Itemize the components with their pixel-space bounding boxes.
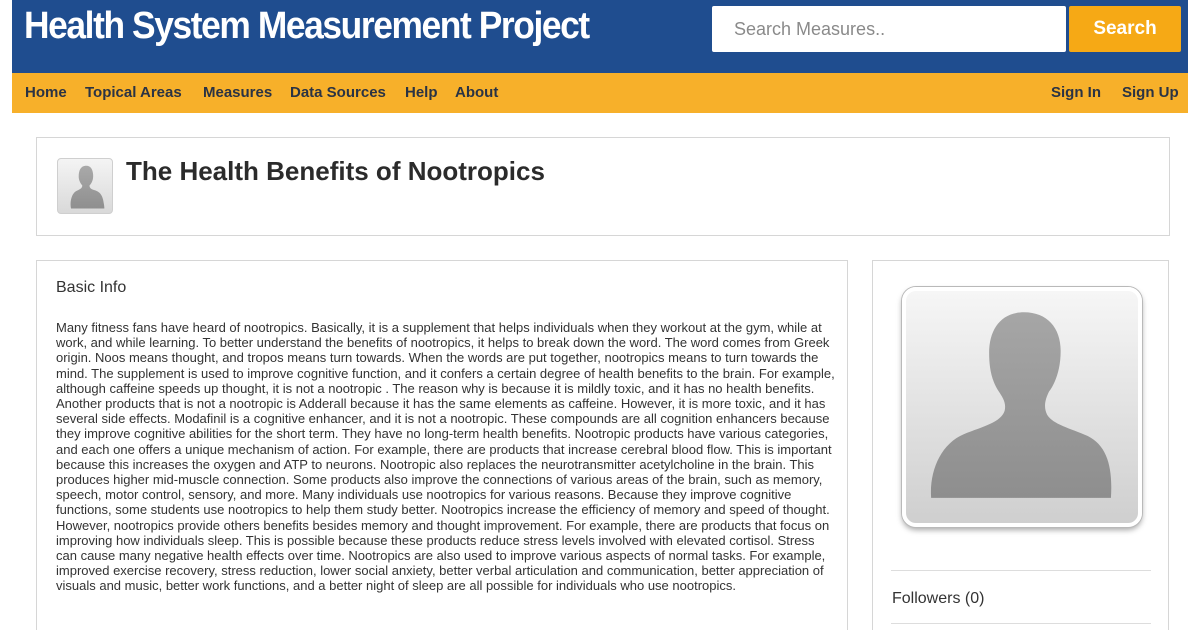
profile-title-panel bbox=[36, 137, 1170, 236]
page-frame bbox=[12, 0, 1188, 630]
nav-help[interactable]: Help bbox=[405, 84, 438, 101]
profile-sidebar bbox=[872, 260, 1169, 630]
site-title[interactable]: Health System Measurement Project bbox=[24, 5, 589, 47]
profile-avatar bbox=[902, 287, 1142, 527]
sign-up-link[interactable]: Sign Up bbox=[1122, 84, 1179, 101]
nav-about[interactable]: About bbox=[455, 84, 499, 101]
followers-count[interactable]: Followers (0) bbox=[892, 590, 985, 607]
site-header bbox=[12, 0, 1188, 73]
divider bbox=[891, 570, 1151, 571]
default-user-silhouette-icon bbox=[57, 158, 113, 214]
basic-info-heading: Basic Info bbox=[56, 279, 127, 296]
nav-data-sources[interactable]: Data Sources bbox=[290, 84, 386, 101]
nav-measures[interactable]: Measures bbox=[203, 84, 273, 101]
main-nav bbox=[12, 73, 1188, 113]
nav-topical-areas[interactable]: Topical Areas bbox=[85, 84, 182, 101]
nav-home[interactable]: Home bbox=[25, 84, 67, 101]
page-title: The Health Benefits of Nootropics bbox=[126, 156, 545, 186]
basic-info-text: Many fitness fans have heard of nootropics. Basically, it is a supplement that helps individuals when they workout at the gym, while at work, and while learning. To better understand the benefits of nootropics, it helps to break down the word. The word comes from Greek origin. Noos means thought, and tropos means turn towards. When the words are put together, nootropics means to turn towards the mind. The supplement is used to improve cognitive function, and it confers a certain degree of health benefits to the brain. For example, although caffeine speeds up thought, it is not a nootropic . The reason why is because it is mildly toxic, and it has no health benefits. Another products that is not a nootropic is Adderall because it has the same elements as caffeine. However, it is more toxic, and it has several side effects. Modafinil is a cognitive enhancer, and it is not a nootropic. These compounds are all cognition enhancers because they improve cognitive abilities for the short term. They have no long-term health benefits. Nootropic products have various categories, and each one offers a unique mechanism of action. For example, there are products that increase cerebral blood flow. This is important because this increases the oxygen and ATP to neurons. Nootropic also replaces the neurotransmitter acetylcholine in the brain. This produces higher mid-muscle connection. Some products also improve the connections of various areas of the brain, such as memory, speech, motor control, sensory, and more. Many individuals use nootropics for various reasons. Because they improve cognitive functions, some students use nootropics to help them study better. Nootropics increase the efficiency of memory and speed of thought. However, nootropics provide others benefits besides memory and thought improvement. For example, there are products that focus on improving how individuals sleep. This is possible because these products reduce stress levels involved with elevated cortisol. Stress can cause many negative health effects over time. Nootropics are also used to improve various aspects of normal tasks. For example, improved exercise recovery, stress reduction, lower social anxiety, better verbal articulation and communication, better appreciation of visuals and music, better work functions, and a better night of sleep are all possible for individuals who use nootropics. bbox=[56, 320, 835, 594]
basic-info-panel bbox=[36, 260, 848, 630]
divider bbox=[891, 623, 1151, 624]
default-user-silhouette-icon bbox=[906, 291, 1138, 523]
search-button[interactable]: Search bbox=[1069, 6, 1181, 52]
sign-in-link[interactable]: Sign In bbox=[1051, 84, 1101, 101]
search-input[interactable] bbox=[712, 6, 1066, 52]
